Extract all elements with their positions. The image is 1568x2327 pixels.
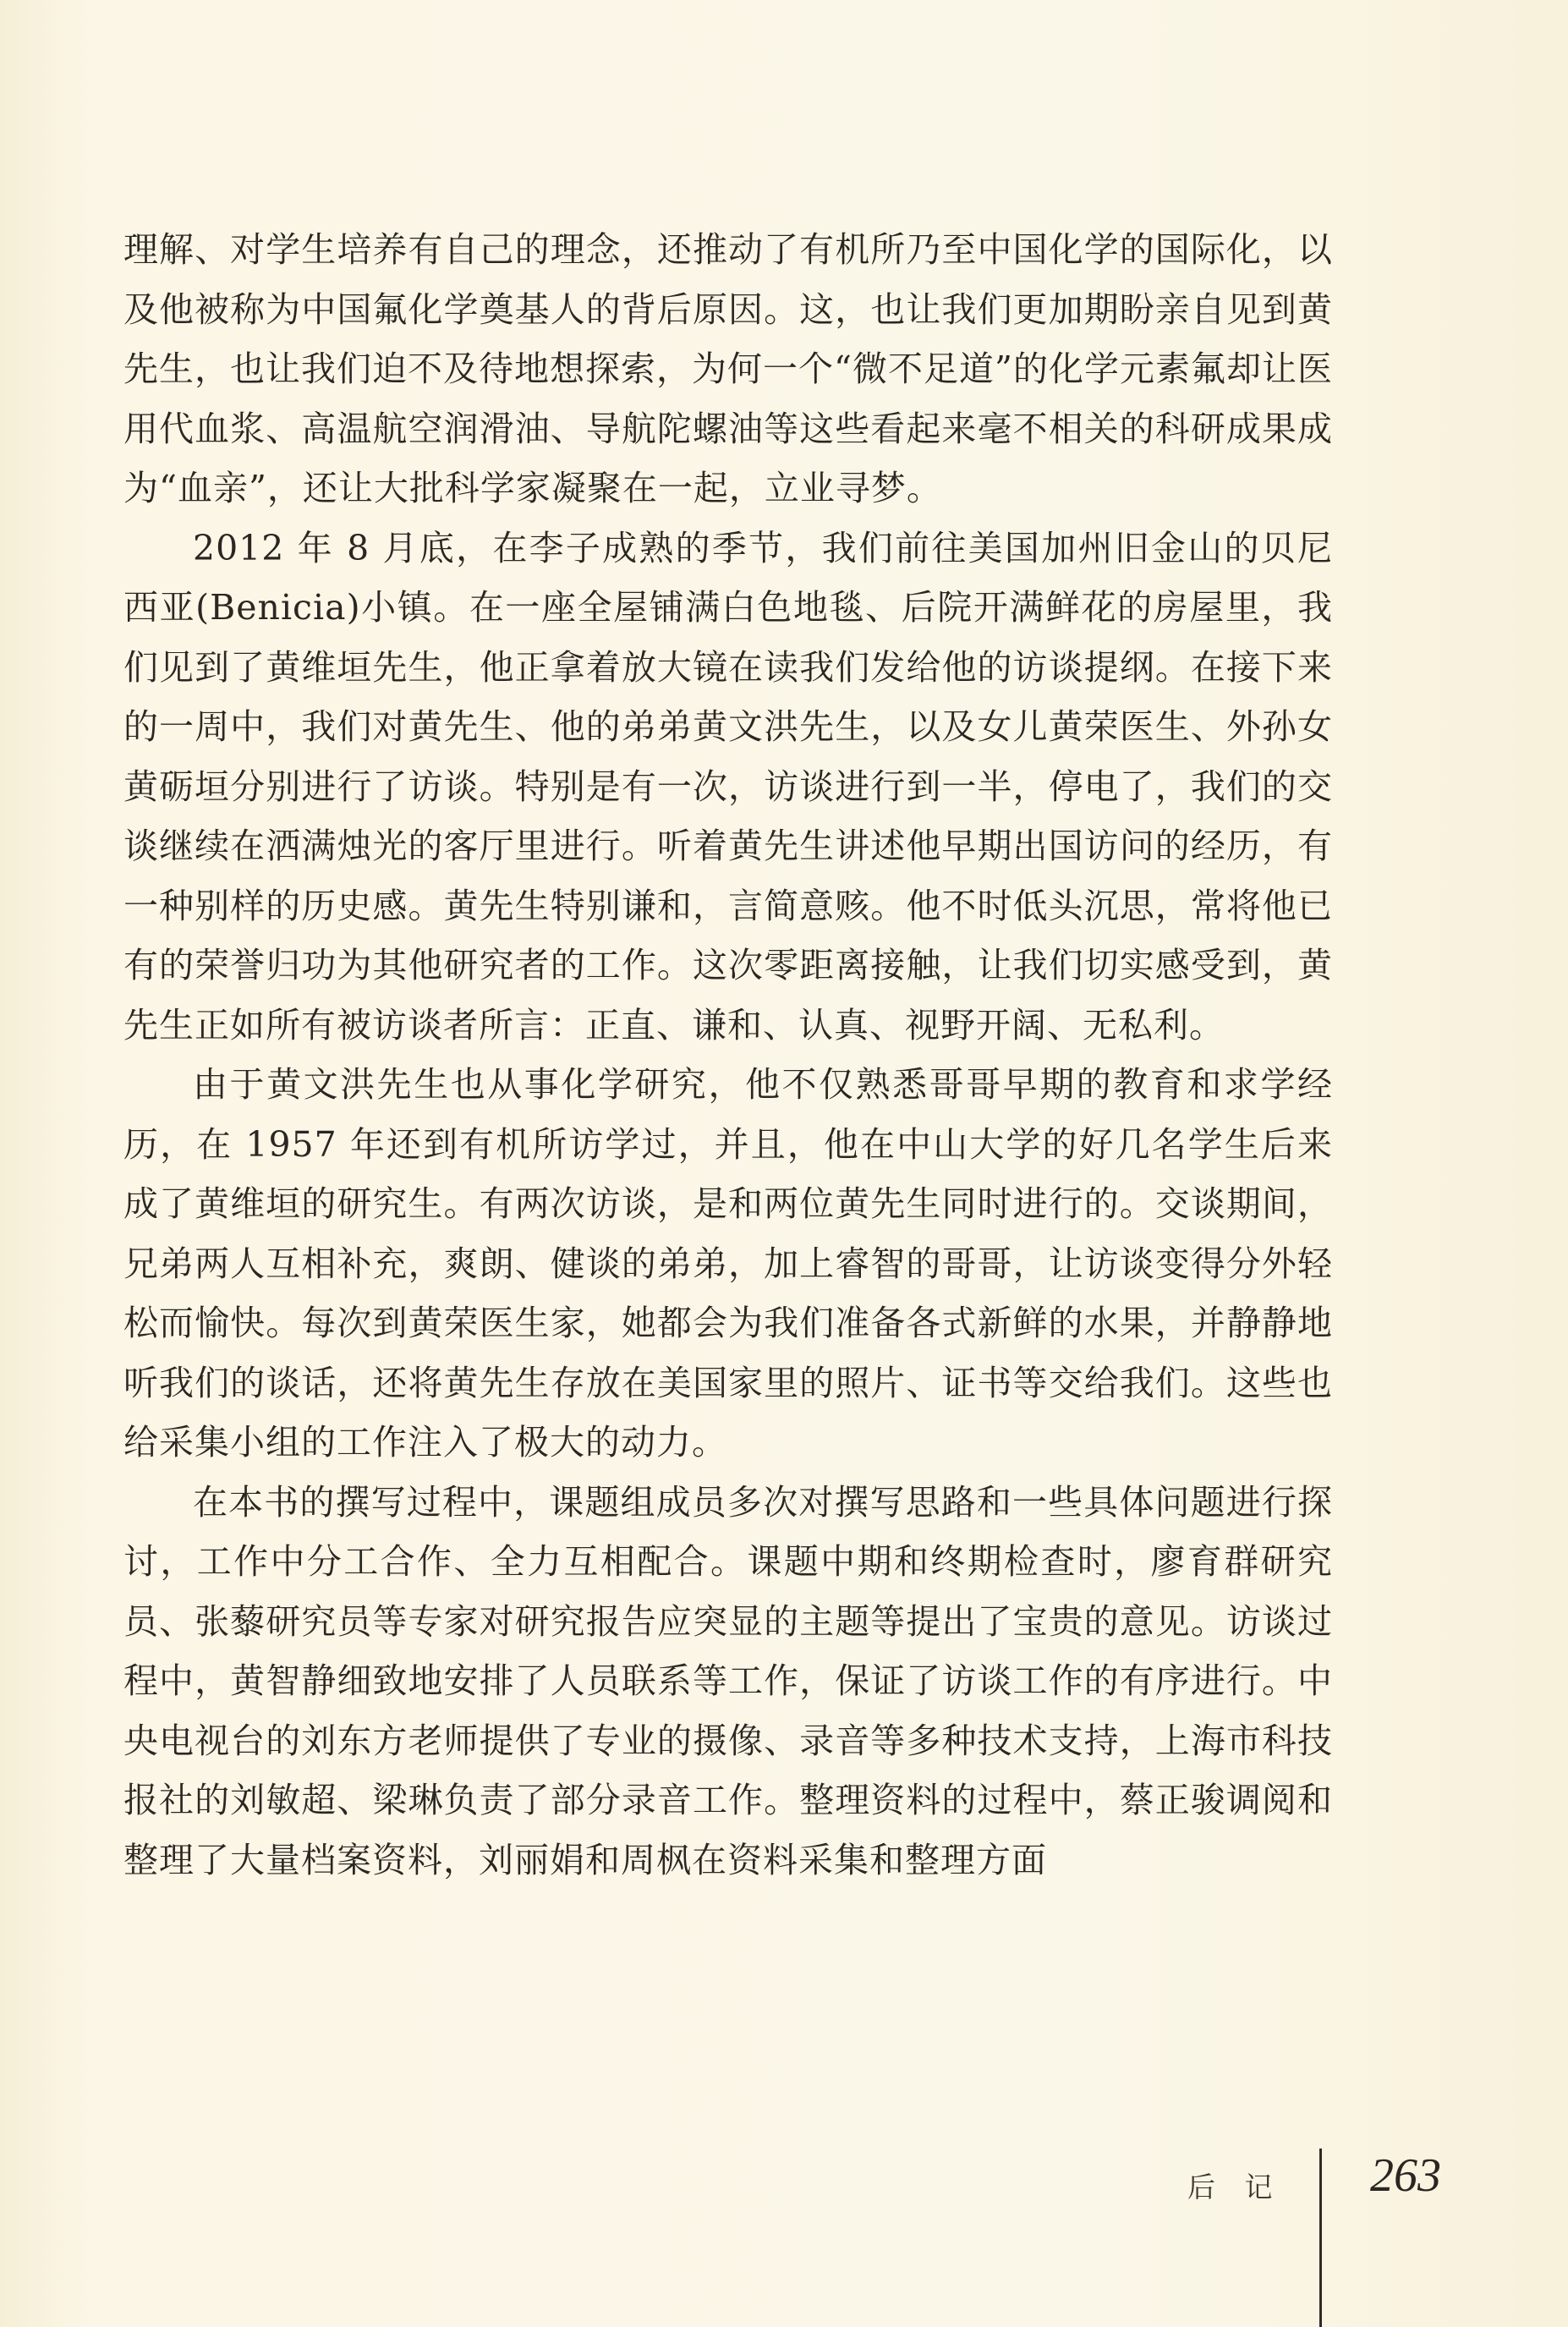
body-text — [123, 220, 1333, 1890]
paragraph-3: 由于黄文洪先生也从事化学研究，他不仅熟悉哥哥早期的教育和求学经历，在 1957 年还到有机所访学过，并且，他在中山大学的好几名学生后来成了黄维垣的研究生。有两次访谈，是和两位黄先生同时进行的。交谈期间，兄弟两人互相补充，爽朗、健谈的弟弟，加上睿智的哥哥，让访谈变得分外轻松而愉快。每次到黄荣医生家，她都会为我们准备各式新鲜的水果，并静静地听我们的谈话，还将黄先生存放在美国家里的照片、证书等交给我们。这些也给采集小组的工作注入了极大的动力。 — [123, 1064, 1333, 1463]
running-footer-section: 后 记 — [1187, 2171, 1283, 2204]
page-number: 263 — [1370, 2149, 1441, 2202]
footer-vertical-rule — [1319, 2149, 1322, 2327]
paragraph-1: 理解、对学生培养有自己的理念，还推动了有机所乃至中国化学的国际化，以及他被称为中国氟化学奠基人的背后原因。这，也让我们更加期盼亲自见到黄先生，也让我们迫不及待地想探索，为何一个“微不足道”的化学元素氟却让医用代血浆、高温航空润滑油、导航陀螺油等这些看起来毫不相关的科研成果成为“血亲”，还让大批科学家凝聚在一起，立业寻梦。 — [123, 229, 1333, 508]
paragraph-4: 在本书的撰写过程中，课题组成员多次对撰写思路和一些具体问题进行探讨，工作中分工合作、全力互相配合。课题中期和终期检查时，廖育群研究员、张藜研究员等专家对研究报告应突显的主题等提出了宝贵的意见。访谈过程中，黄智静细致地安排了人员联系等工作，保证了访谈工作的有序进行。中央电视台的刘东方老师提供了专业的摄像、录音等多种技术支持，上海市科技报社的刘敏超、梁琳负责了部分录音工作。整理资料的过程中，蔡正骏调阅和整理了大量档案资料，刘丽娟和周枫在资料采集和整理方面 — [123, 1481, 1333, 1880]
paragraph-2: 2012 年 8 月底，在李子成熟的季节，我们前往美国加州旧金山的贝尼西亚(Benicia)小镇。在一座全屋铺满白色地毯、后院开满鲜花的房屋里，我们见到了黄维垣先生，他正拿着放大镜在读我们发给他的访谈提纲。在接下来的一周中，我们对黄先生、他的弟弟黄文洪先生，以及女儿黄荣医生、外孙女黄砺垣分别进行了访谈。特别是有一次，访谈进行到一半，停电了，我们的交谈继续在洒满烛光的客厅里进行。听着黄先生讲述他早期出国访问的经历，有一种别样的历史感。黄先生特别谦和，言简意赅。他不时低头沉思，常将他已有的荣誉归功为其他研究者的工作。这次零距离接触，让我们切实感受到，黄先生正如所有被访谈者所言：正直、谦和、认真、视野开阔、无私利。 — [123, 527, 1333, 1046]
